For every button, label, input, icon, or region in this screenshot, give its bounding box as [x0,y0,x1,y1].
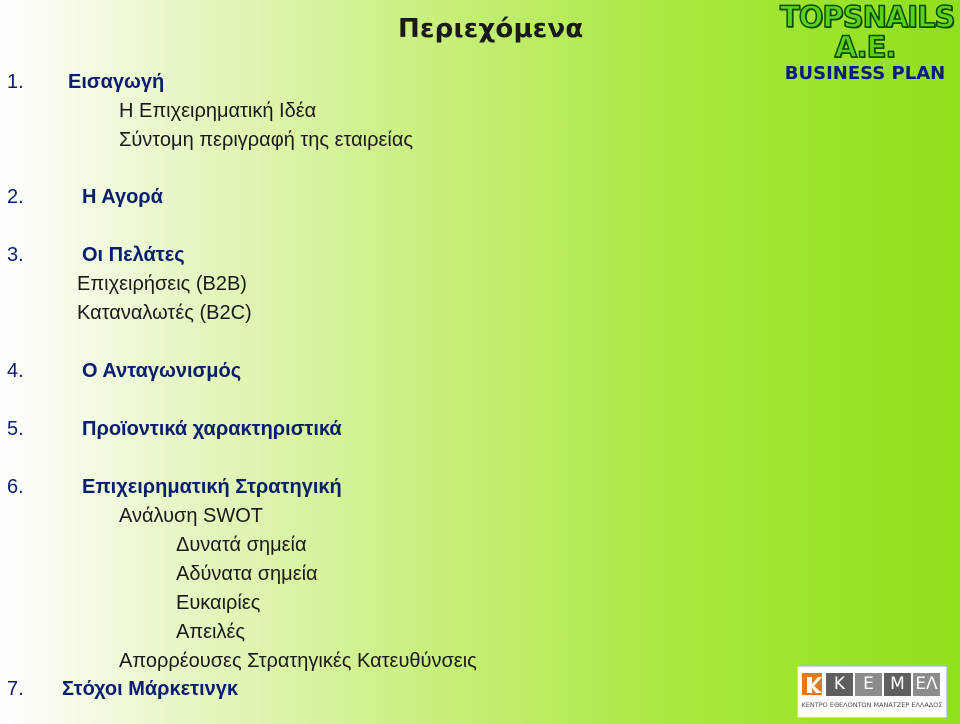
toc-label: Στόχοι Μάρκετινγκ [62,678,239,700]
toc-number: 4. [7,360,24,382]
toc-number: 7. [7,678,24,700]
toc-label: Προϊοντικά χαρακτηριστικά [82,418,342,440]
kemea-letters [826,673,940,696]
toc-label: Η Αγορά [82,186,163,208]
toc-subitem: Δυνατά σημεία [176,534,307,556]
kemea-mark-icon [802,673,822,695]
toc-subitem: Ευκαιρίες [176,592,261,614]
toc-subitem: Αδύνατα σημεία [176,563,318,585]
toc-number: 2. [7,186,24,208]
kemea-tagline: ΚΕΝΤΡΟ ΕΘΕΛΟΝΤΩΝ ΜΑΝΑΤΖΕΡ ΕΛΛΑΔΟΣ [801,701,943,709]
toc-label: Εισαγωγή [68,71,165,93]
page-title: Περιεχόμενα [398,14,584,44]
toc-number: 3. [7,244,24,266]
brand-subtitle: BUSINESS PLAN [784,63,946,84]
toc-label: Οι Πελάτες [82,244,185,266]
kemea-letter: Μ [884,673,911,696]
toc-subitem: Καταναλωτές (B2C) [77,302,252,324]
toc-subitem: Απειλές [176,621,246,643]
toc-subitem: Η Επιχειρηματική Ιδέα [119,100,317,122]
toc-subitem: Απορρέουσες Στρατηγικές Κατευθύνσεις [119,650,477,672]
toc-subitem: Σύντομη περιγραφή της εταιρείας [119,129,414,151]
toc-subitem: Επιχειρήσεις (B2B) [77,273,247,295]
toc-number: 5. [7,418,24,440]
toc-number: 1. [7,71,24,93]
brand-logo [780,0,955,84]
brand-name: TOPSNAILS A.E. [780,0,955,64]
toc-subitem: Ανάλυση SWOT [119,505,264,527]
toc-label: Ο Ανταγωνισμός [82,360,242,382]
kemea-letter: Κ [826,673,853,696]
kemea-logo [797,666,947,718]
kemea-letter: ΕΛ [913,673,940,696]
kemea-letter: Ε [855,673,882,696]
toc-label: Επιχειρηματική Στρατηγική [82,476,342,498]
toc-number: 6. [7,476,24,498]
